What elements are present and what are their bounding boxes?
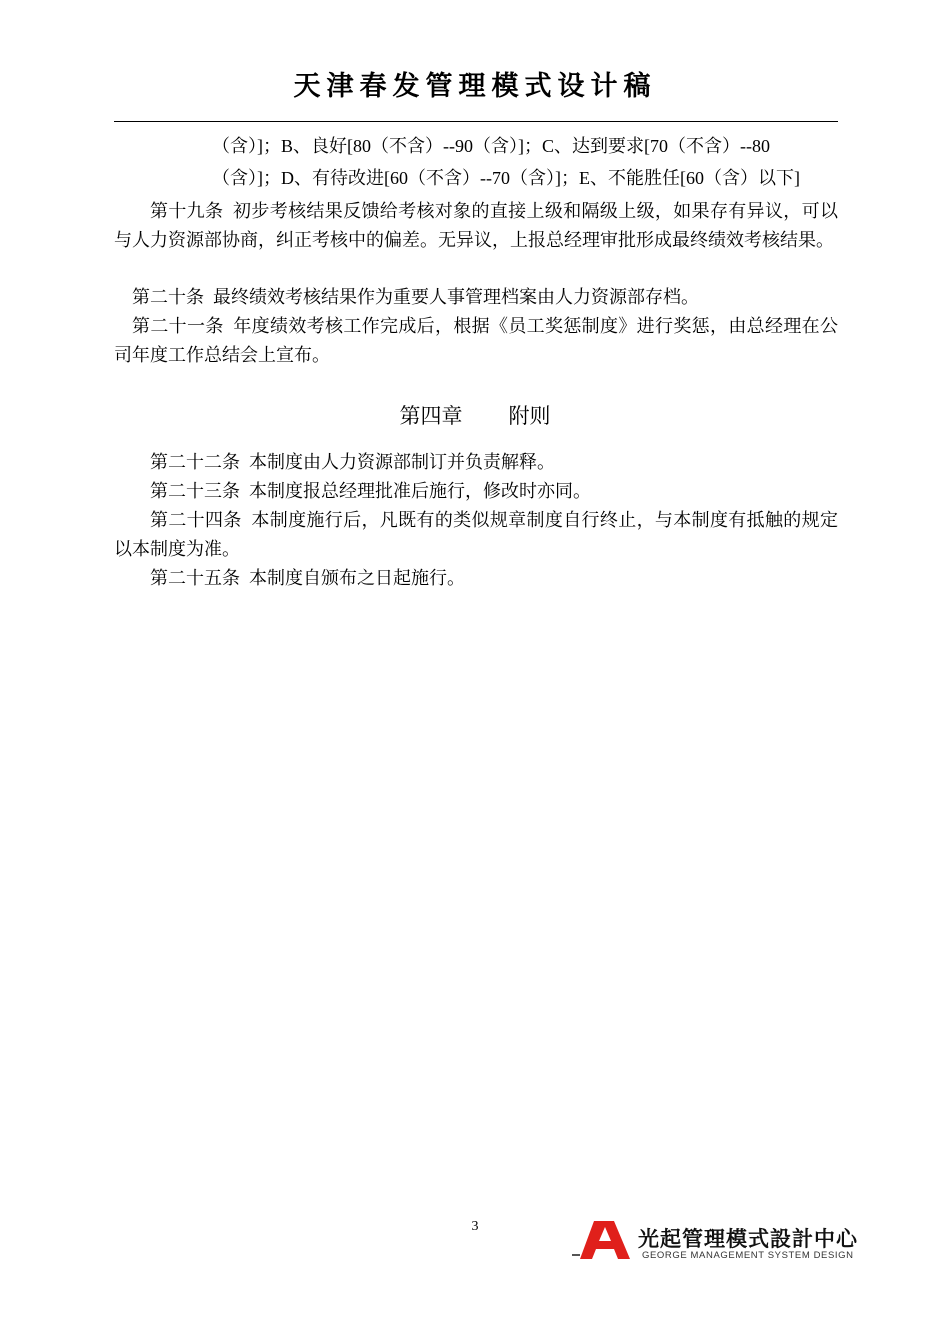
article-20: 第二十条 最终绩效考核结果作为重要人事管理档案由人力资源部存档。 [132,287,699,307]
logo-mark-icon [572,1219,638,1265]
article-19: 第十九条 初步考核结果反馈给考核对象的直接上级和隔级上级，如果存有异议，可以与人力资源部协商，纠正考核中的偏差。无异议，上报总经理审批形成最终绩效考核结果。 [114,201,838,250]
logo-chinese-text: 光起管理模式設計中心 [638,1227,858,1251]
article-22: 第二十二条 本制度由人力资源部制订并负责解释。 [150,452,555,472]
company-logo [572,1219,858,1265]
article-24: 第二十四条 本制度施行后，凡既有的类似规章制度自行终止，与本制度有抵触的规定以本制度为准。 [114,510,838,559]
header-divider [114,121,838,122]
grade-line-2: （含）]；D、有待改进[60（不含）--70（含）]；E、不能胜任[60（含）以下] [212,168,800,188]
article-21: 第二十一条 年度绩效考核工作完成后，根据《员工奖惩制度》进行奖惩，由总经理在公司年度工作总结会上宣布。 [114,316,838,365]
chapter-number: 第四章 [399,404,463,428]
grade-line-1: （含）]；B、良好[80（不含）--90（含）]；C、达到要求[70（不含）--80 [212,136,770,156]
article-23: 第二十三条 本制度报总经理批准后施行，修改时亦同。 [150,481,591,501]
page-number: 3 [471,1219,479,1234]
header-title: 天津春发管理模式设计稿 [293,71,657,102]
logo-english-text: GEORGE MANAGEMENT SYSTEM DESIGN [642,1250,854,1261]
chapter-title: 附则 [508,404,551,428]
article-25: 第二十五条 本制度自颁布之日起施行。 [150,568,465,588]
chapter-heading [0,400,950,430]
